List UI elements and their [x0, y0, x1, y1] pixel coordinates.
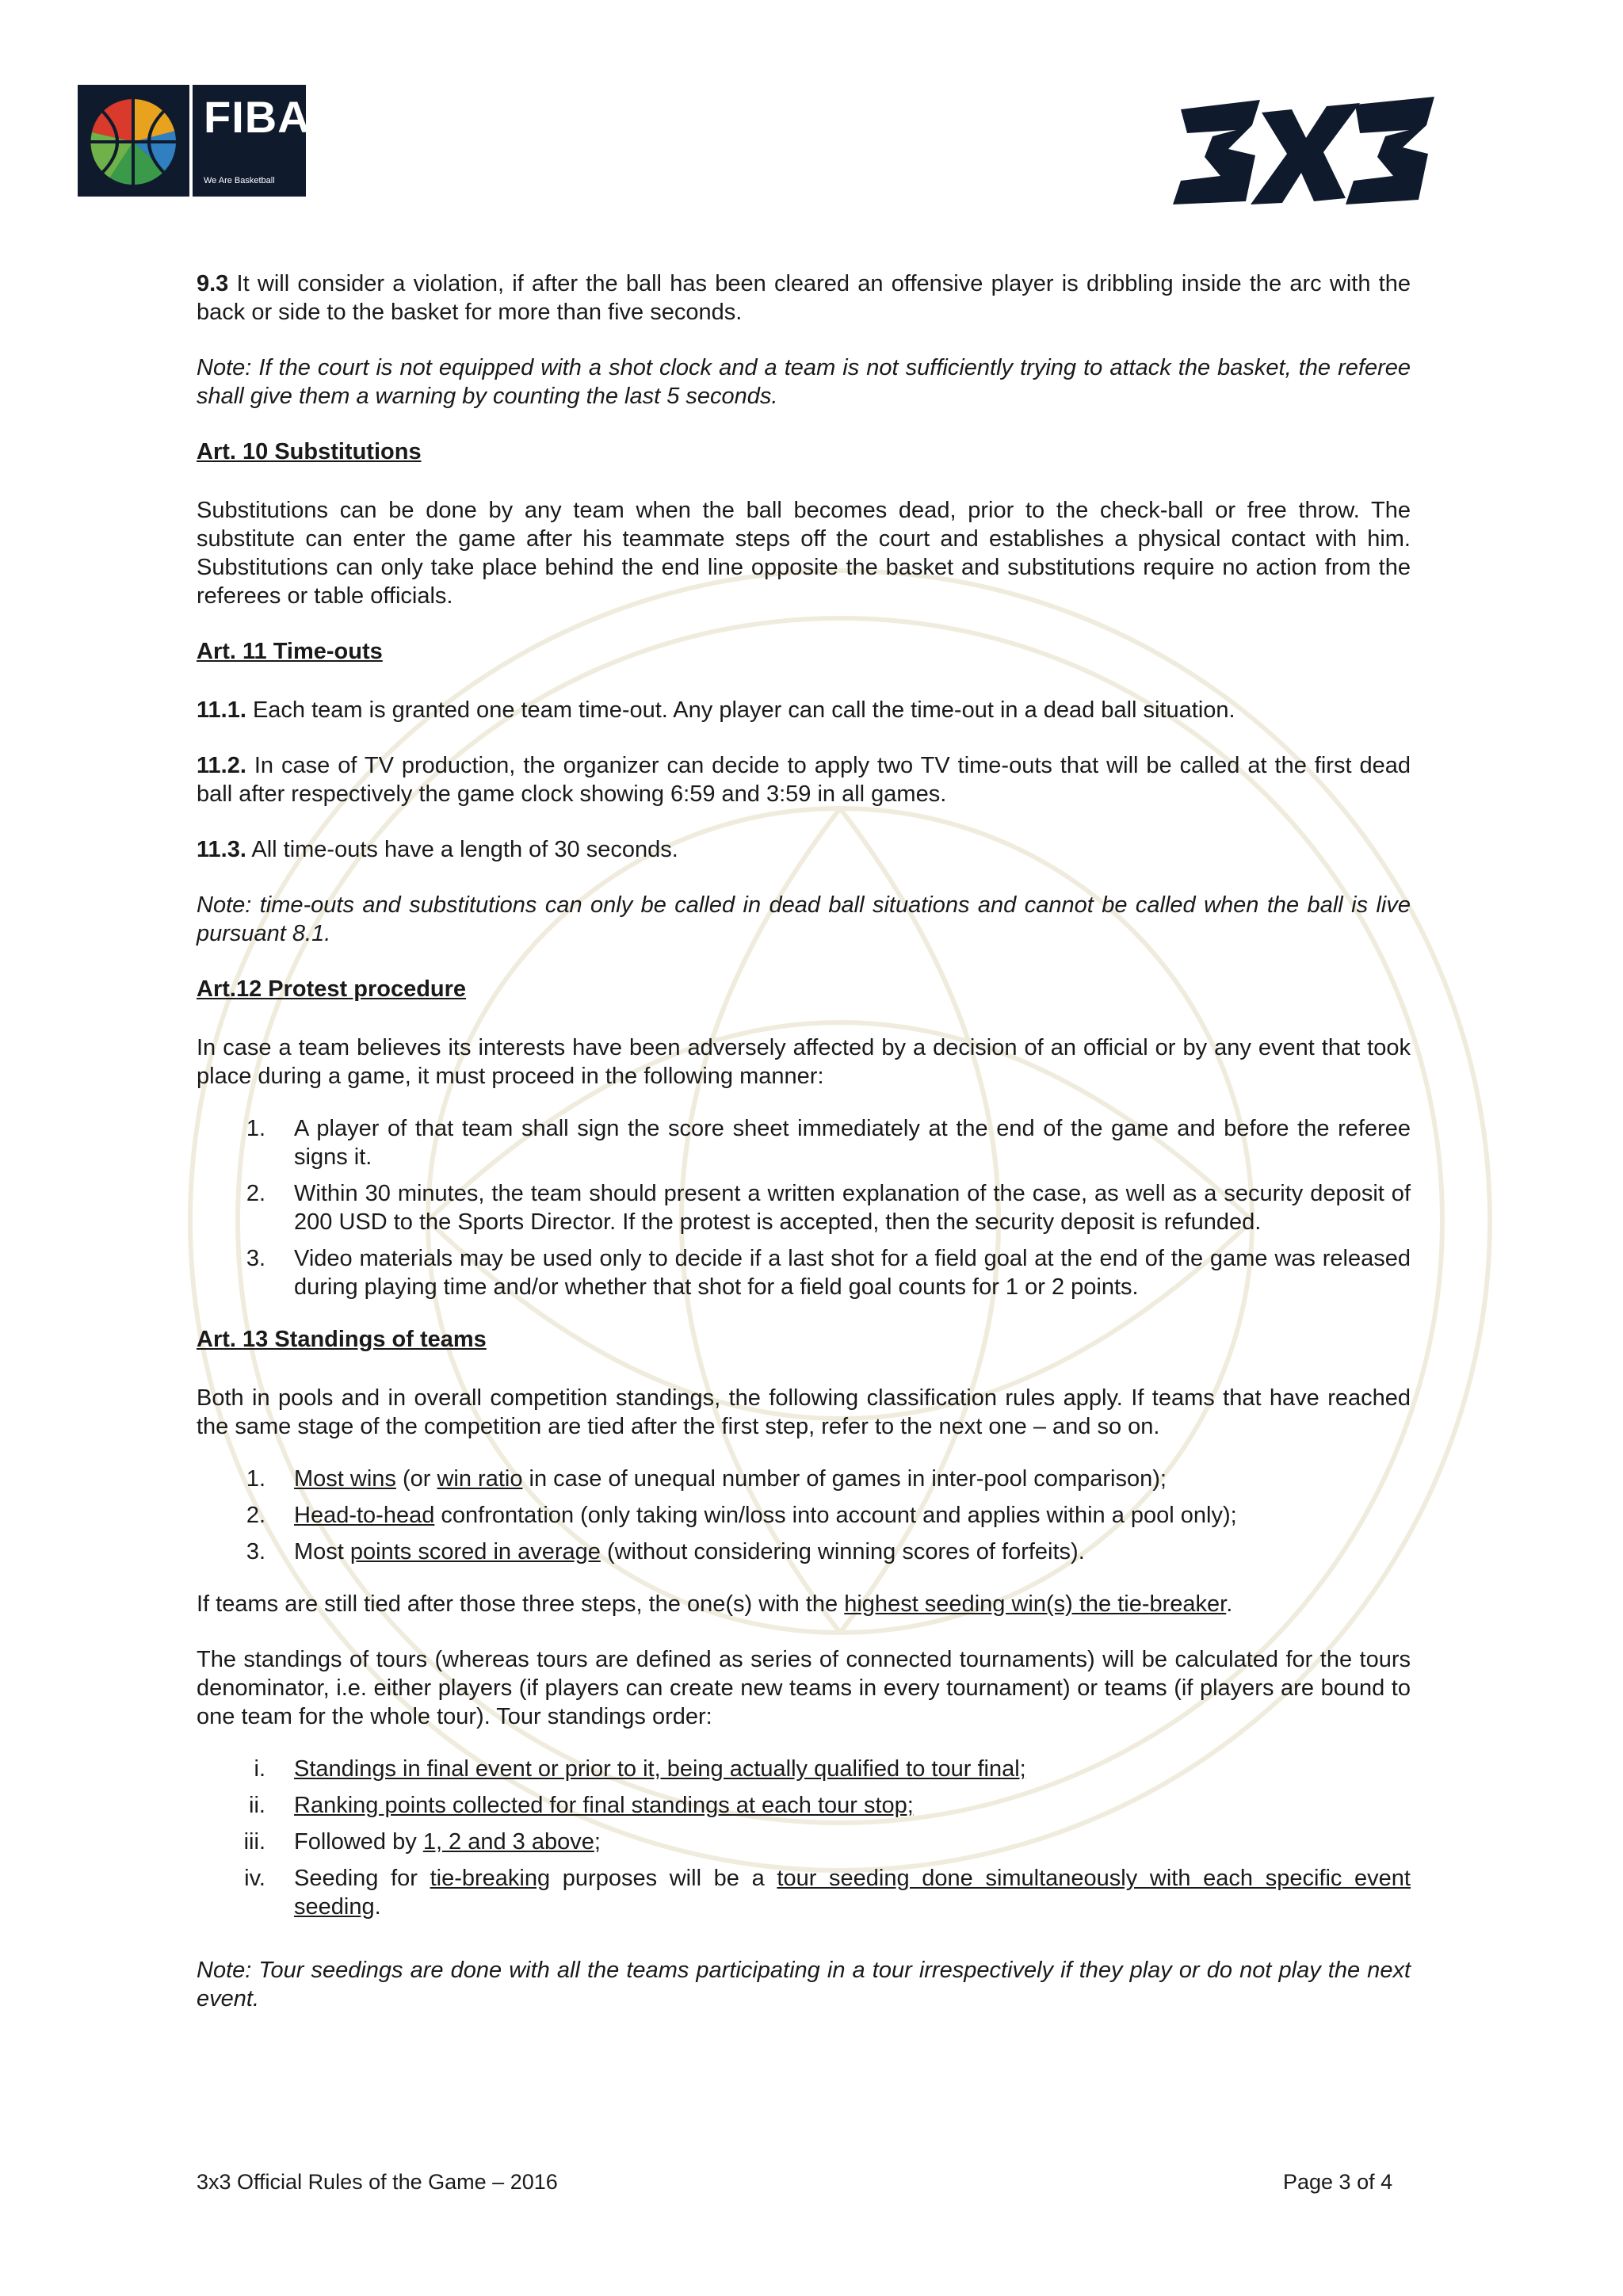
list-item-text: Within 30 minutes, the team should present a written explanation of the case, as well as a security deposit of 200 USD to the Sports Director. If the protest is accepted, then the security deposit is refunded.: [294, 1181, 1411, 1235]
heading-art-13: Art. 13 Standings of teams: [197, 1327, 487, 1352]
list-marker: iii.: [243, 1829, 265, 1855]
list-item-text: Seeding for tie-breaking purposes will be a tour seeding done simultaneously with each specific event seeding.: [294, 1866, 1411, 1920]
list-item: [197, 1864, 1411, 1921]
heading-art-12: Art.12 Protest procedure: [197, 976, 467, 1002]
paragraph-11-3: [197, 835, 1411, 864]
list-item: [197, 1465, 1411, 1493]
paragraph-9-3: [197, 269, 1411, 327]
note-time-outs: Note: time-outs and substitutions can only be called in dead ball situations and cannot be called when the ball is live pursuant 8.1.: [197, 892, 1411, 946]
list-marker: 3.: [246, 1539, 265, 1564]
protest-steps-list: [197, 1114, 1411, 1301]
list-item-text: Most points scored in average (without considering winning scores of forfeits).: [294, 1539, 1085, 1564]
fiba-tagline: We Are Basketball: [204, 176, 275, 185]
list-item: [197, 1114, 1411, 1171]
logo-3x3: [1173, 94, 1434, 209]
list-item: [197, 1179, 1411, 1236]
list-marker: 2.: [246, 1503, 265, 1528]
list-item: [197, 1538, 1411, 1566]
list-item-text: Followed by 1, 2 and 3 above;: [294, 1829, 601, 1855]
paragraph-number: 11.1.: [197, 697, 246, 723]
heading-art-11: Art. 11 Time-outs: [197, 639, 383, 664]
underlined-term: Head-to-head: [294, 1503, 435, 1528]
list-item: [197, 1791, 1411, 1820]
list-item: [197, 1828, 1411, 1856]
paragraph-number: 11.3.: [197, 837, 246, 862]
list-marker: 3.: [246, 1246, 265, 1271]
fiba-ball-icon: [78, 85, 189, 197]
list-marker: ii.: [249, 1793, 265, 1818]
paragraph-text: Each team is granted one team time-out. Any player can call the time-out in a dead ball situation.: [246, 697, 1235, 723]
paragraph-substitutions: Substitutions can be done by any team when the ball becomes dead, prior to the check-ball or free throw. The substitute can enter the game after his teammate steps off the court and establishes a physical contact with him. Substitutions can only take place behind the end line opposite the basket and substitutions require no action from the referees or table officials.: [197, 498, 1411, 609]
list-marker: 2.: [246, 1181, 265, 1206]
list-item: [197, 1244, 1411, 1301]
underlined-term: tie-breaking: [430, 1866, 551, 1891]
tour-standings-list: [197, 1755, 1411, 1921]
list-item-text: Video materials may be used only to decide if a last shot for a field goal at the end of the game was released during playing time and/or whether that shot for a field goal counts for 1 or 2 points.: [294, 1246, 1411, 1300]
paragraph-protest-intro: In case a team believes its interests have been adversely affected by a decision of an official or by any event that took place during a game, it must proceed in the following manner:: [197, 1035, 1411, 1089]
paragraph-number: 11.2.: [197, 753, 246, 778]
list-marker: iv.: [244, 1866, 265, 1891]
note-tour-seedings: Note: Tour seedings are done with all the teams participating in a tour irrespectively if they play or do not play the next event.: [197, 1958, 1411, 2011]
list-item-text: Most wins (or win ratio in case of unequal number of games in inter-pool comparison);: [294, 1466, 1167, 1492]
underlined-term: highest seeding win(s) the tie-breaker: [844, 1591, 1227, 1617]
list-item-text: Standings in final event or prior to it, being actually qualified to tour final;: [294, 1756, 1026, 1782]
paragraph-text: All time-outs have a length of 30 seconds.: [246, 837, 678, 862]
fiba-wordmark: [193, 85, 311, 197]
paragraph-standings-intro: Both in pools and in overall competition standings, the following classification rules apply. If teams that have reached the same stage of the competition are tied after the first step, refer to the next one – and so on.: [197, 1385, 1411, 1439]
list-item: [197, 1501, 1411, 1530]
document-body: [197, 269, 1411, 2040]
list-marker: i.: [254, 1756, 265, 1782]
list-item: [197, 1755, 1411, 1783]
heading-art-10: Art. 10 Substitutions: [197, 439, 422, 464]
paragraph-number: 9.3: [197, 271, 229, 296]
list-item-text: Ranking points collected for final standings at each tour stop;: [294, 1793, 914, 1818]
underlined-term: 1, 2 and 3 above: [422, 1829, 594, 1855]
paragraph-11-1: [197, 696, 1411, 724]
fiba-logo: [78, 85, 311, 197]
paragraph-text: It will consider a violation, if after the ball has been cleared an offensive player is dribbling inside the arc with the back or side to the basket for more than five seconds.: [197, 271, 1411, 325]
note-shot-clock: Note: If the court is not equipped with a shot clock and a team is not sufficiently trying to attack the basket, the referee shall give them a warning by counting the last 5 seconds.: [197, 355, 1411, 409]
underlined-term: Most wins: [294, 1466, 396, 1492]
footer-page-number: Page 3 of 4: [1283, 2170, 1393, 2194]
list-marker: 1.: [246, 1116, 265, 1141]
classification-rules-list: [197, 1465, 1411, 1566]
paragraph-text: In case of TV production, the organizer can decide to apply two TV time-outs that will be called at the first dead ball after respectively the game clock showing 6:59 and 3:59 in all games.: [197, 753, 1411, 807]
paragraph-tour-standings: The standings of tours (whereas tours are defined as series of connected tournaments) will be calculated for the tours denominator, i.e. either players (if players can create new teams in every tournament) or teams (if players are bound to one team for the whole tour). Tour standings order:: [197, 1647, 1411, 1729]
underlined-term: tour seeding done simultaneously with each specific event seeding: [294, 1866, 1411, 1920]
fiba-word: FIBA: [204, 92, 311, 142]
paragraph-11-2: [197, 751, 1411, 808]
list-item-text: Head-to-head confrontation (only taking win/loss into account and applies within a pool only);: [294, 1503, 1237, 1528]
underlined-term: win ratio: [437, 1466, 523, 1492]
list-marker: 1.: [246, 1466, 265, 1492]
paragraph-tie-breaker: If teams are still tied after those three steps, the one(s) with the highest seeding win(s) the tie-breaker.: [197, 1591, 1233, 1617]
footer-document-title: 3x3 Official Rules of the Game – 2016: [197, 2170, 558, 2194]
underlined-term: points scored in average: [349, 1539, 601, 1564]
list-item-text: A player of that team shall sign the score sheet immediately at the end of the game and before the referee signs it.: [294, 1116, 1411, 1170]
